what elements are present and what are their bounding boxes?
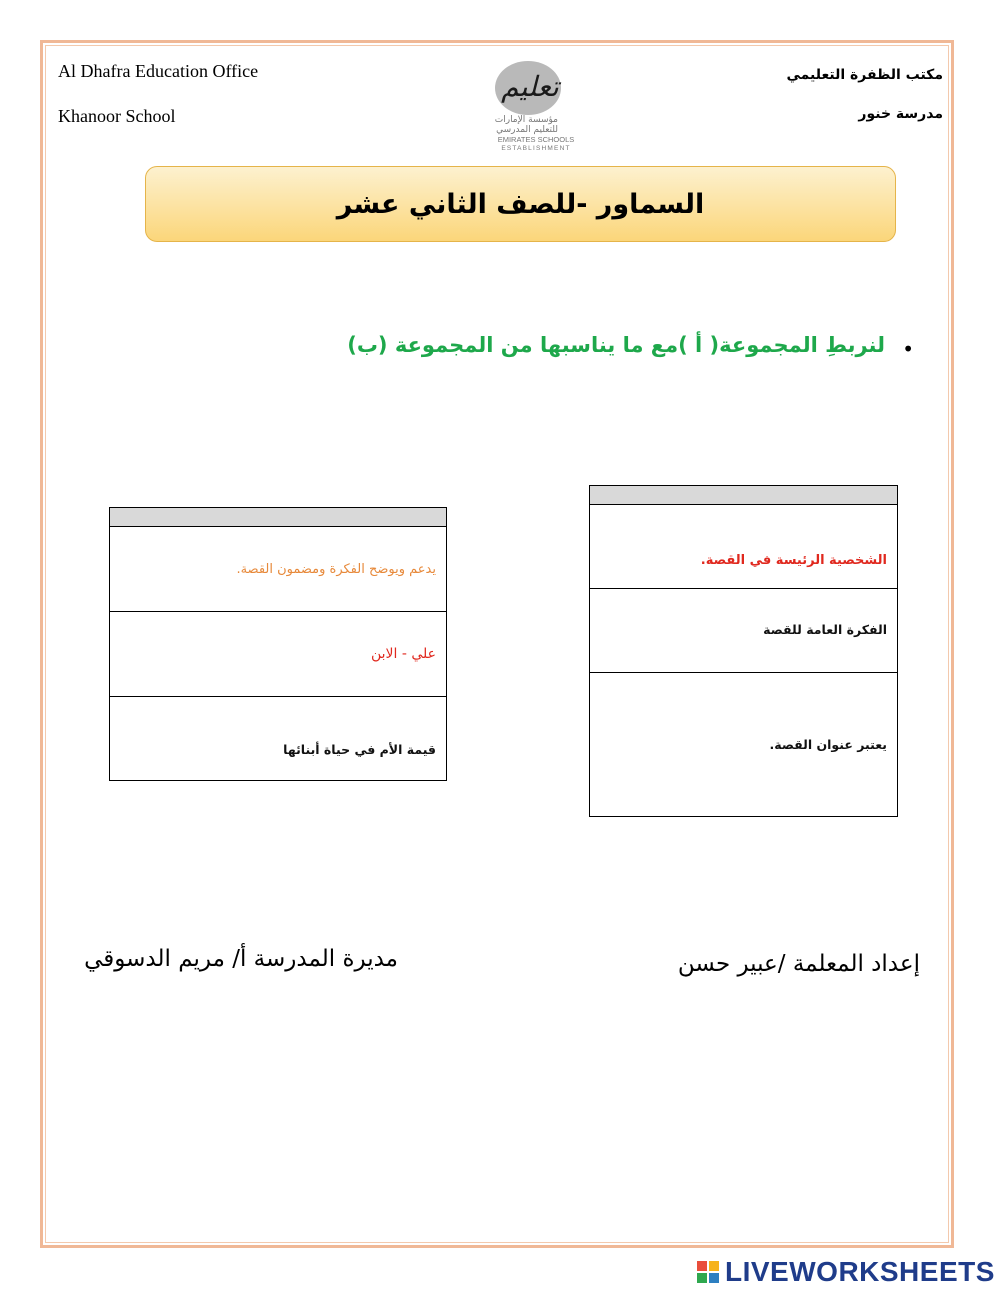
principal-signature: مديرة المدرسة أ/ مريم الدسوقي — [84, 946, 398, 972]
school-name-ar: مدرسة خنور — [858, 106, 943, 122]
logo-org-ar-1: مؤسسة الإمارات — [494, 115, 558, 125]
group-b-item-3[interactable]: قيمة الأم في حياة أبنائها — [110, 697, 447, 781]
group-b-row — [110, 527, 447, 612]
group-b-header-cell — [110, 508, 447, 527]
group-b-table — [109, 507, 447, 781]
teacher-signature: إعداد المعلمة /عبير حسن — [677, 951, 920, 977]
liveworksheets-wordmark: LIVEWORKSHEETS — [725, 1256, 995, 1287]
liveworksheets-icon — [697, 1261, 719, 1283]
liveworksheets-logo[interactable] — [697, 1256, 995, 1288]
group-b-header-row — [110, 508, 447, 527]
logo-org-en-2: ESTABLISHMENT — [501, 145, 571, 152]
office-name-en: Al Dhafra Education Office — [58, 61, 259, 81]
logo-script-word: تعليم — [501, 70, 559, 103]
instruction-text: لنربطِ المجموعة( أ )مع ما يناسبها من المجموعة (ب) — [347, 333, 885, 357]
group-a-item-2[interactable]: الفكرة العامة للقصة — [590, 589, 898, 673]
group-a-item-3[interactable]: يعتبر عنوان القصة. — [590, 673, 898, 817]
office-name-ar: مكتب الظفرة التعليمي — [786, 67, 943, 83]
group-a-item-1[interactable]: الشخصية الرئيسة في القصة. — [590, 505, 898, 589]
bullet-icon: • — [902, 337, 914, 361]
logo-org-ar-2: للتعليم المدرسي — [496, 125, 558, 135]
group-a-row — [590, 589, 898, 673]
group-b-row — [110, 697, 447, 781]
school-name-en: Khanoor School — [58, 106, 176, 126]
group-a-row — [590, 505, 898, 589]
group-a-table — [589, 485, 898, 817]
group-b-row — [110, 612, 447, 697]
worksheet-title: السماور -للصف الثاني عشر — [145, 166, 896, 242]
logo-org-en-1: EMIRATES SCHOOLS — [497, 135, 575, 144]
group-a-header-row — [590, 486, 898, 505]
group-a-row — [590, 673, 898, 817]
school-logo — [470, 58, 600, 152]
group-a-header-cell — [590, 486, 898, 505]
group-b-item-1[interactable]: يدعم ويوضح الفكرة ومضمون القصة. — [110, 527, 447, 612]
group-b-item-2[interactable]: علي - الابن — [110, 612, 447, 697]
